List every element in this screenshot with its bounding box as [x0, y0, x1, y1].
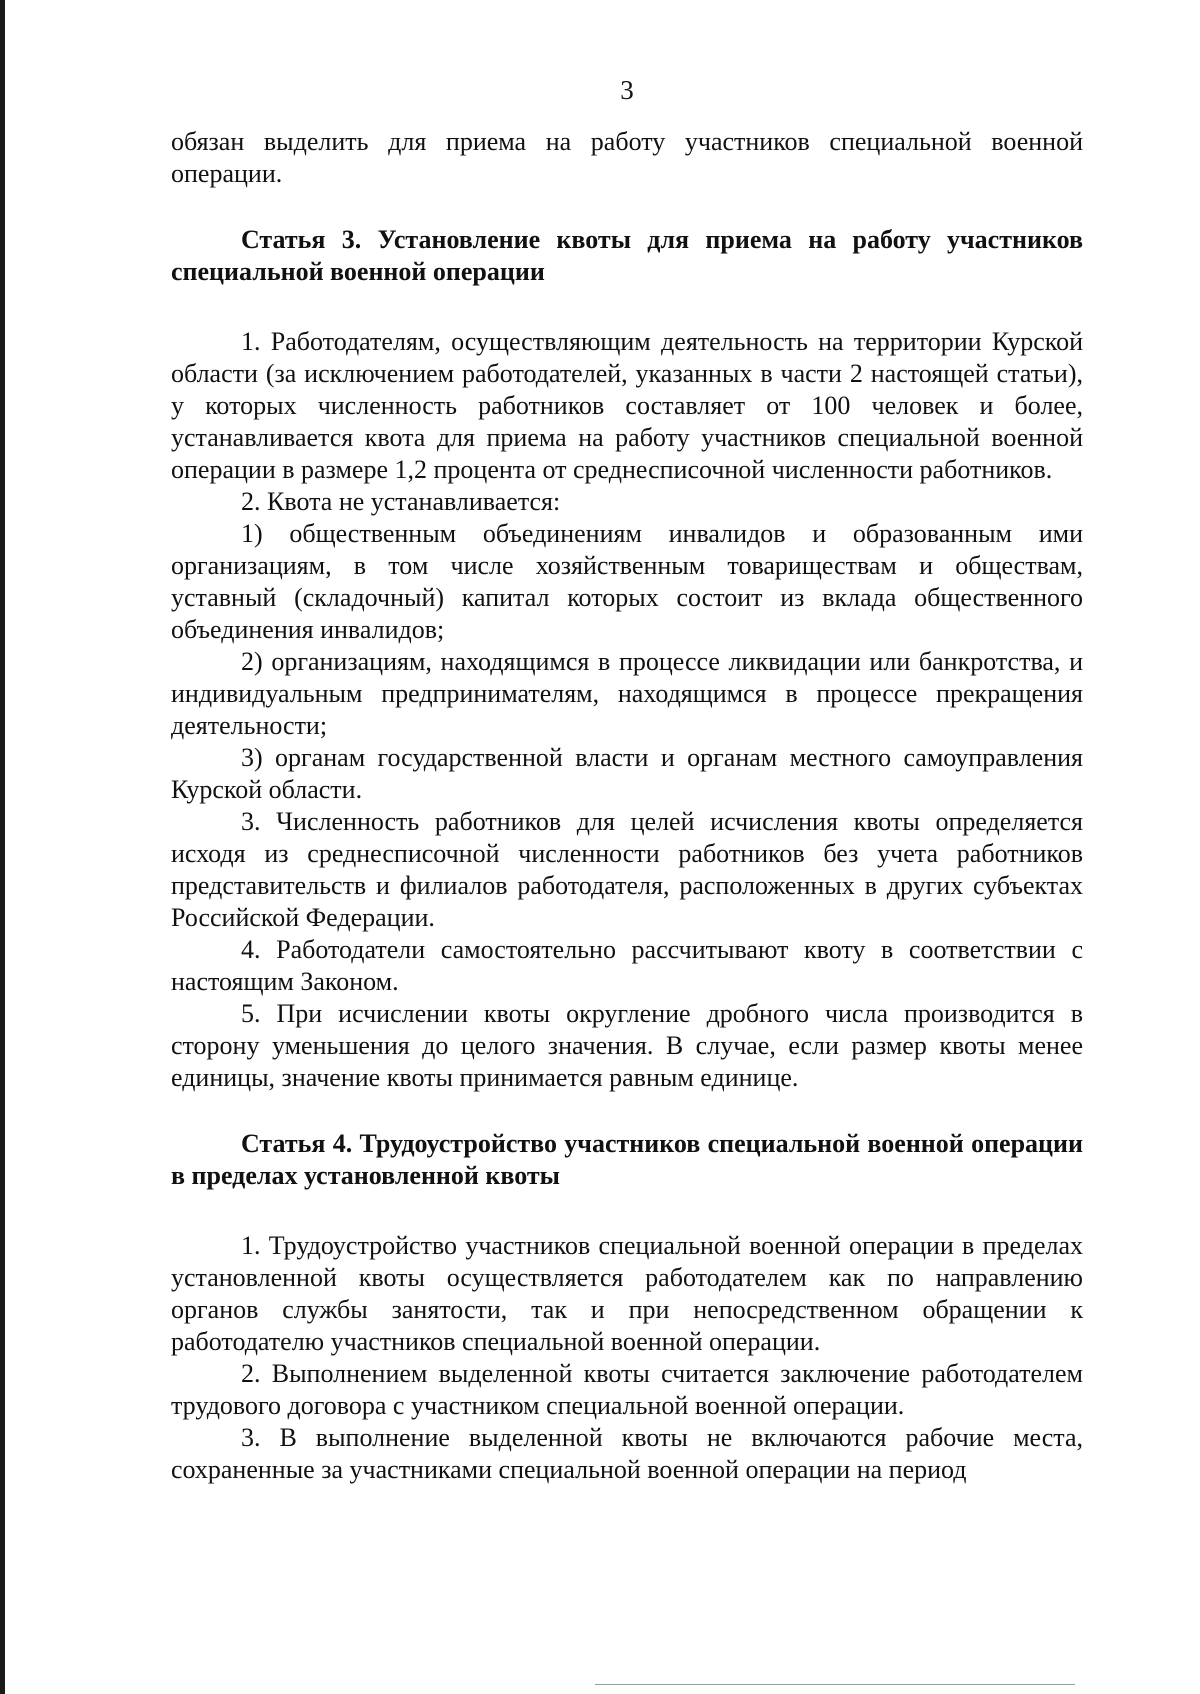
- article-3-part-2-item-3: 3) органам государственной власти и органам местного самоуправления Курской области.: [171, 743, 1083, 804]
- article-3-part-5: 5. При исчислении квоты округление дробного числа производится в сторону уменьшения до целого значения. В случае, если размер квоты менее единицы, значение квоты принимается равным единице.: [171, 999, 1083, 1092]
- article-4-part-2: 2. Выполнением выделенной квоты считается заключение работодателем трудового договора с участником специальной военной операции.: [171, 1359, 1083, 1420]
- article-3-part-2-item-2: 2) организациям, находящимся в процессе ликвидации или банкротства, и индивидуальным предпринимателям, находящимся в процессе прекращения деятельности;: [171, 647, 1083, 740]
- article-4-part-3: 3. В выполнение выделенной квоты не включаются рабочие места, сохраненные за участниками специальной военной операции на период: [171, 1423, 1083, 1484]
- continued-paragraph: обязан выделить для приема на работу участников специальной военной операции.: [171, 127, 1083, 188]
- scan-left-edge: [0, 0, 5, 1694]
- scan-bottom-mark: [595, 1684, 1075, 1685]
- article-3-part-3: 3. Численность работников для целей исчисления квоты определяется исходя из среднесписочной численности работников без учета работников представительств и филиалов работодателя, расположенных в других субъектах Российской Федерации.: [171, 807, 1083, 932]
- article-4-part-1: 1. Трудоустройство участников специальной военной операции в пределах установленной квоты осуществляется работодателем как по направлению органов службы занятости, так и при непосредственном обращении к работодателю участников специальной военной операции.: [171, 1231, 1083, 1356]
- spacer: [171, 190, 1083, 224]
- spacer: [171, 1094, 1083, 1128]
- article-3-part-2: 2. Квота не устанавливается:: [241, 487, 561, 516]
- article-3-part-1: 1. Работодателям, осуществляющим деятельность на территории Курской области (за исключением работодателей, указанных в части 2 настоящей статьи), у которых численность работников составляет от 100 человек и более, устанавливается квота для приема на работу участников специальной военной операции в размере 1,2 процента от среднесписочной численности работников.: [171, 327, 1083, 484]
- page-number: 3: [620, 75, 634, 105]
- document-page: [171, 70, 1083, 1486]
- spacer: [171, 288, 1083, 326]
- article-3-part-2-item-1: 1) общественным объединениям инвалидов и образованным ими организациям, в том числе хозяйственным товариществам и обществам, уставный (складочный) капитал которых состоит из вклада общественного объединения инвалидов;: [171, 519, 1083, 644]
- article-3-heading: Статья 3. Установление квоты для приема на работу участников специальной военной операции: [171, 225, 1083, 286]
- article-4-heading: Статья 4. Трудоустройство участников специальной военной операции в пределах установленной квоты: [171, 1129, 1083, 1190]
- article-3-part-4: 4. Работодатели самостоятельно рассчитывают квоту в соответствии с настоящим Законом.: [171, 935, 1083, 996]
- spacer: [171, 1192, 1083, 1230]
